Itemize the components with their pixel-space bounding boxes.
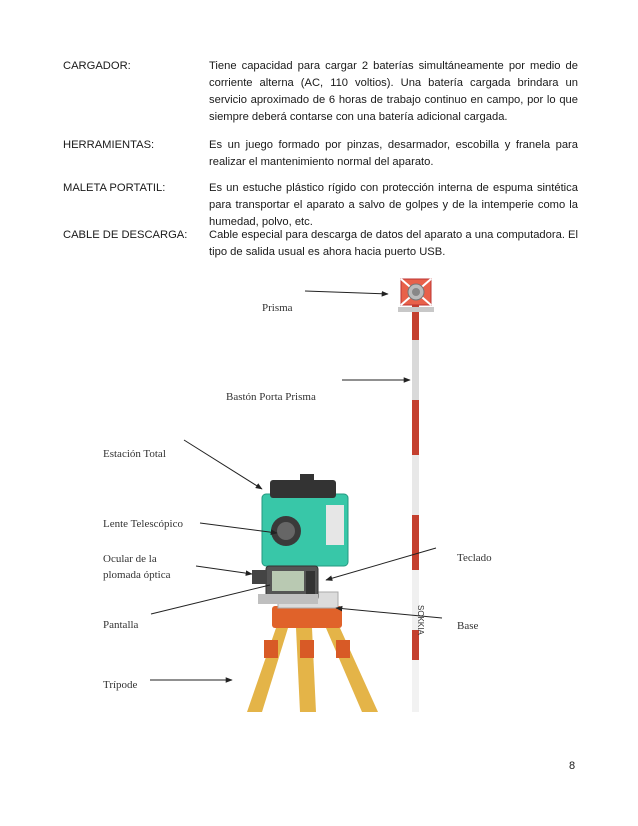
label-prisma: Prisma — [262, 302, 293, 314]
arrow-prisma — [305, 291, 388, 294]
label-ocular-line1: Ocular de la — [103, 553, 157, 565]
description-cable: Cable especial para descarga de datos del aparato a una computadora. El tipo de salida usual es ahora hacia puerto USB. — [209, 229, 578, 258]
term-cargador: CARGADOR: — [63, 60, 131, 72]
label-baston: Bastón Porta Prisma — [226, 391, 316, 403]
total-station — [252, 474, 348, 608]
term-herramientas: HERRAMIENTAS: — [63, 139, 155, 151]
label-ocular-line2: plomada óptica — [103, 569, 171, 581]
description-cargador: Tiene capacidad para cargar 2 baterías simultáneamente por medio de corriente alterna (AC, 110 voltios). Una batería cargada brindara un servicio aproximado de 6 horas de trabajo continuo en campo, por lo que siempre deberá contarse con una batería adicional cargada. — [209, 60, 578, 123]
term-cable: CABLE DE DESCARGA: — [63, 229, 188, 241]
label-tripode: Trípode — [103, 679, 138, 691]
line-pantalla — [151, 585, 270, 614]
label-pantalla: Pantalla — [103, 619, 139, 631]
arrow-estacion — [184, 440, 262, 489]
term-maleta: MALETA PORTATIL: — [63, 182, 166, 194]
arrow-base — [336, 608, 442, 618]
page-number: 8 — [569, 760, 576, 772]
prism-head — [398, 279, 434, 312]
prism-pole — [412, 302, 425, 712]
label-base: Base — [457, 620, 479, 632]
label-teclado: Teclado — [457, 552, 492, 564]
description-herramientas: Es un juego formado por pinzas, desarmador, escobilla y franela para realizar el mantenimiento normal del aparato. — [209, 139, 578, 168]
label-lente: Lente Telescópico — [103, 518, 183, 530]
arrow-ocular — [196, 566, 252, 574]
tripod — [247, 606, 378, 712]
description-maleta: Es un estuche plástico rígido con protección interna de espuma sintética para transportar el aparato a salvo de golpes y de la intemperie como la humedad, polvo, etc. — [209, 182, 578, 228]
pole-brand-text: SOKKIA — [416, 605, 425, 635]
label-estacion: Estación Total — [103, 448, 166, 460]
